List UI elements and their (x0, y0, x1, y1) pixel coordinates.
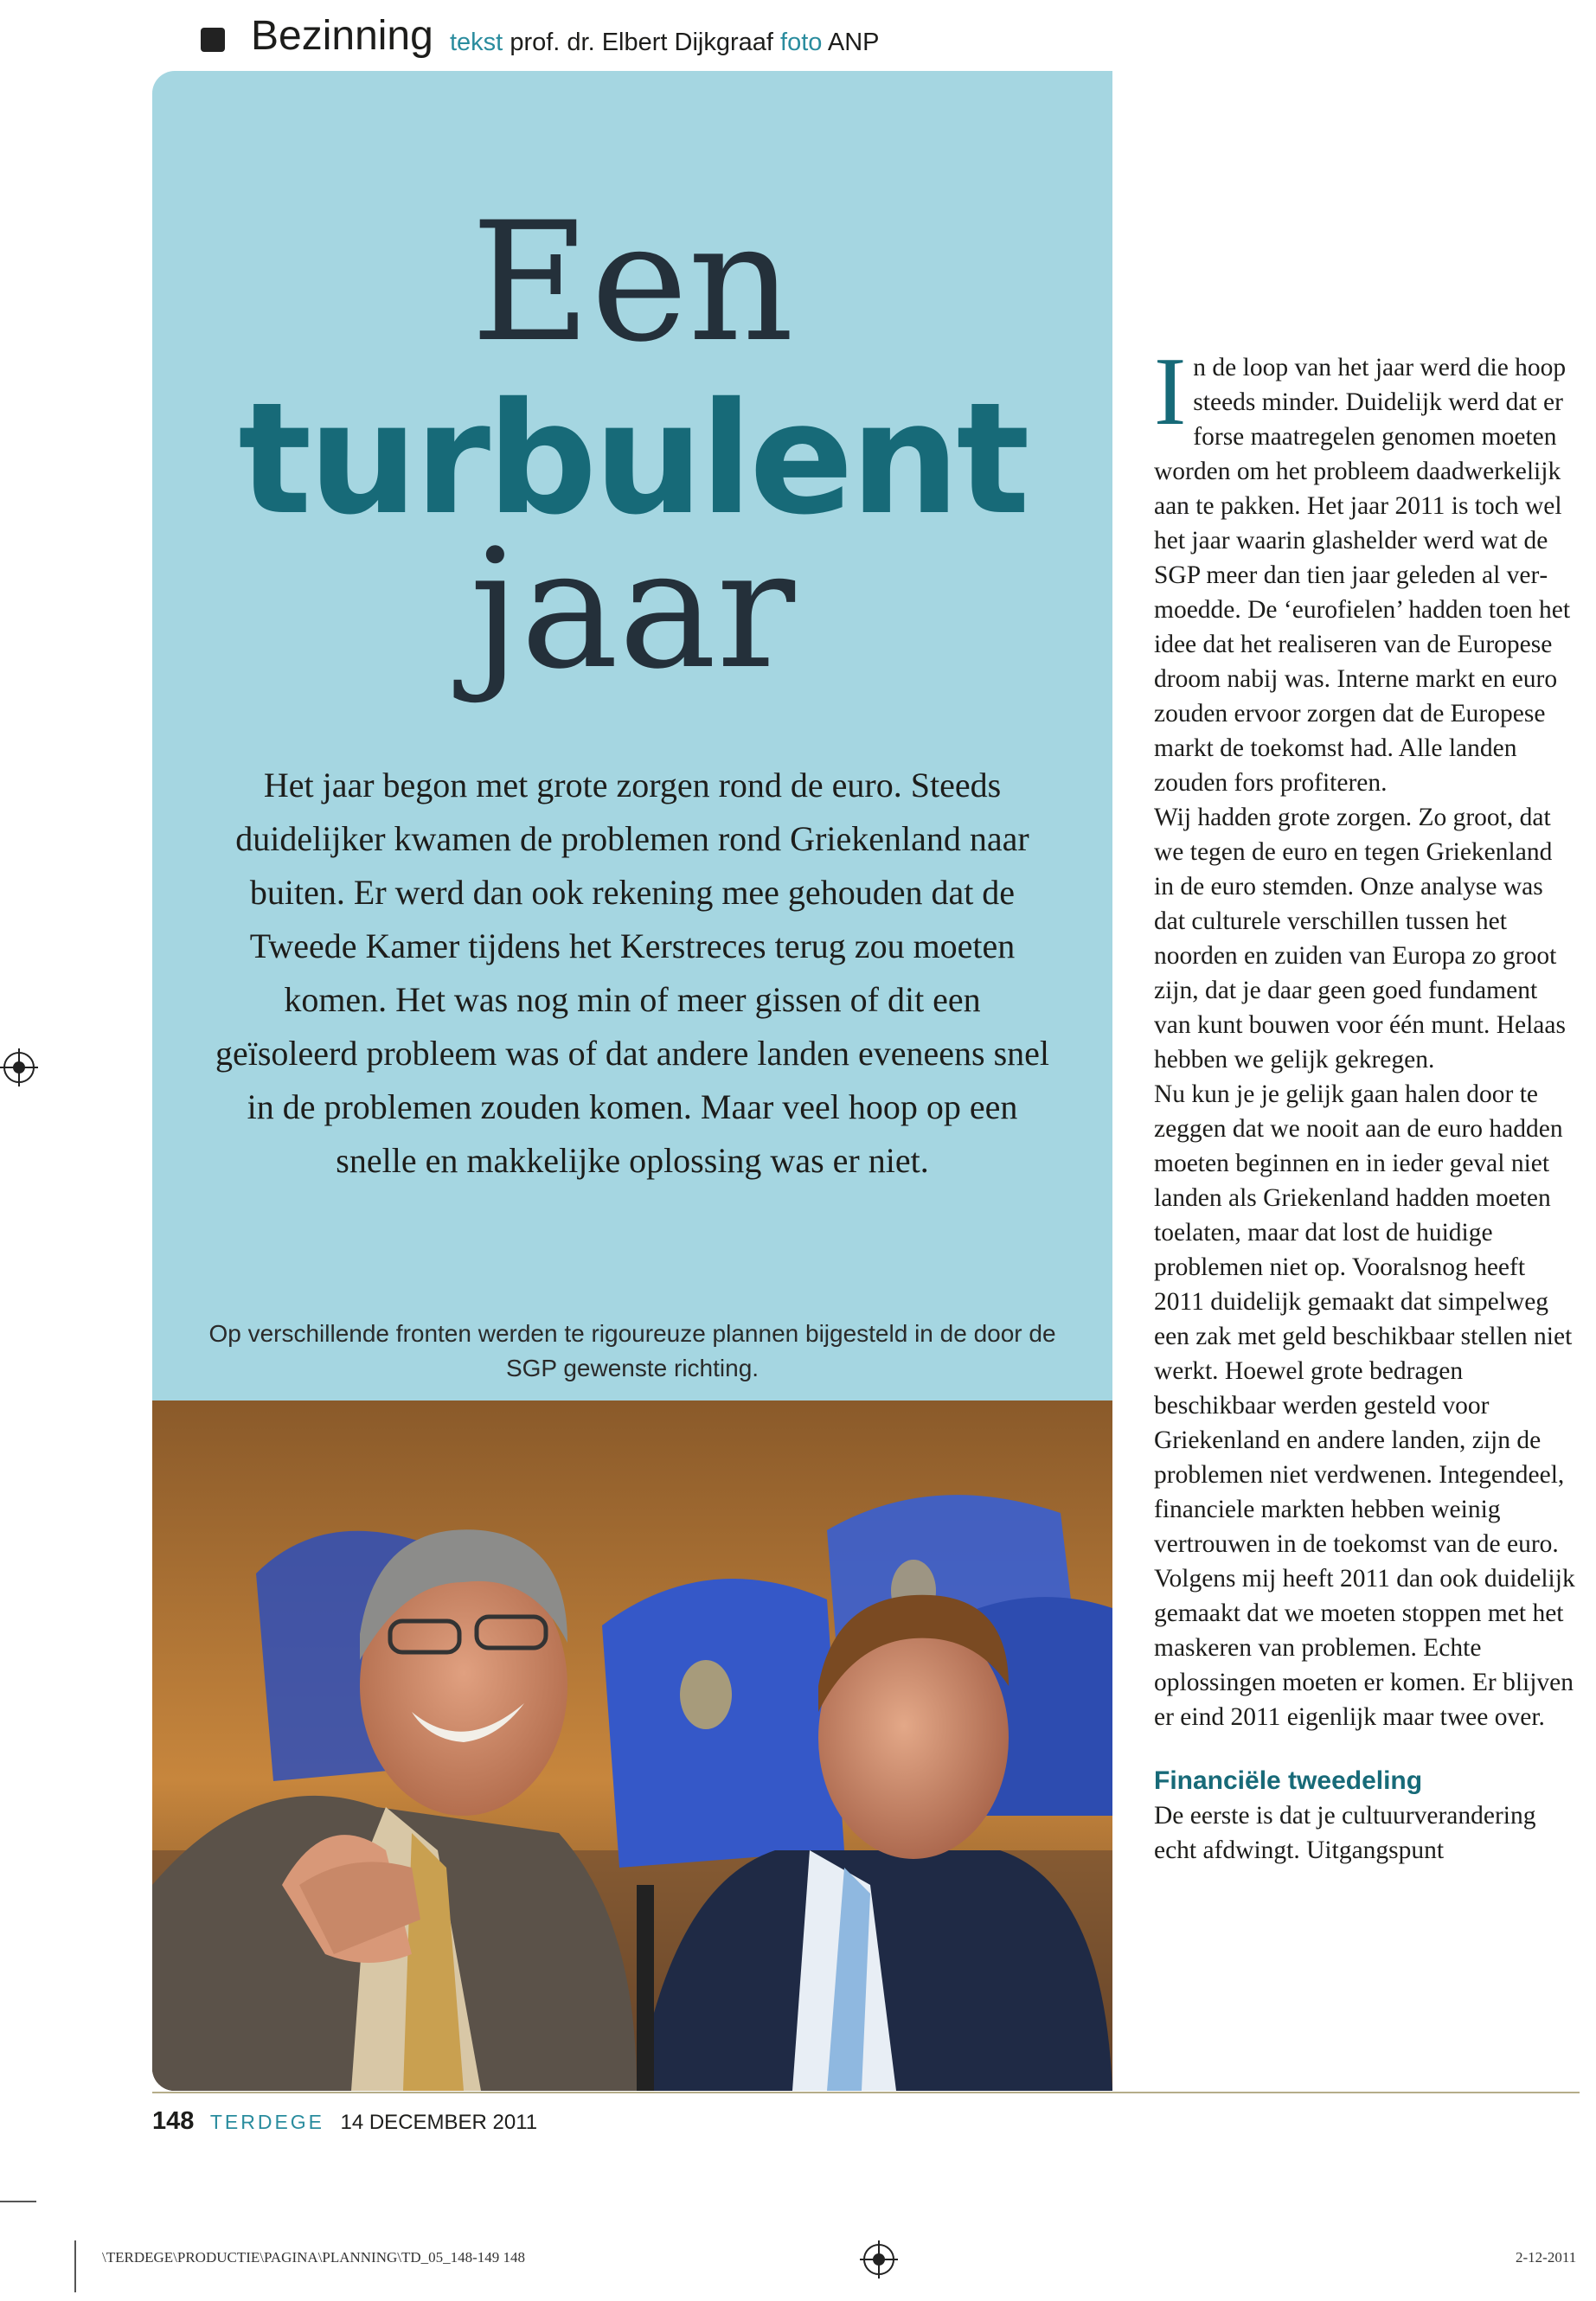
lead-paragraph: Het jaar begon met grote zorgen rond de euro. Steeds duidelijker kwamen de problemen rond Griekenland naar buiten. Er werd dan ook rekening mee gehouden dat de Tweede Kamer tijdens het Kerstreces terug zou moeten komen. Het was nog min of meer gissen of dit een geïsoleerd probleem was of dat andere landen eveneens snel in de problemen zouden komen. Maar veel hoop op een snelle en makkelijke oplossing was er niet. (215, 766, 1050, 1180)
footer-rule (152, 2092, 1580, 2093)
print-slug-path: \TERDEGE\PRODUCTIE\PAGINA\PLANNING\TD_05_148-149 148 (102, 2249, 526, 2266)
registration-mark-icon (3, 1052, 35, 1083)
magazine-name: TERDEGE (209, 2111, 325, 2133)
crop-mark (74, 2240, 76, 2292)
intro-panel (152, 71, 1112, 2091)
headline-line-2: turbulent (238, 369, 1027, 548)
article-body (1154, 338, 1576, 1868)
byline-photo-credit: ANP (827, 29, 880, 56)
section-label: Bezinning (251, 13, 433, 59)
byline-text-label: tekst (450, 29, 503, 56)
byline-author: prof. dr. Elbert Dijkgraaf (510, 29, 773, 56)
photo-caption: Op verschillende fronten werden te rigoureuze plannen bijgesteld in de door de SGP gewenste richting. (208, 1320, 1056, 1381)
page-number: 148 (152, 2107, 195, 2135)
body-paragraph-3: Nu kun je je gelijk gaan halen door te zeggen dat we nooit aan de euro hadden moeten beginnen en in ieder geval niet landen als Griekenland hadden moeten toelaten, maar dat lost de huidige problemen niet op. Vooralsnog heeft 2011 duidelijk gemaakt dat simpelweg een zak met geld beschikbaar stellen niet werkt. Hoewel grote bedragen beschikbaar werden gesteld voor Griekenland en andere landen, zijn de problemen niet verdwenen. Integendeel, financiele markten hebben weinig vertrouwen in de toekomst van de euro. Volgens mij heeft 2011 dan ook duidelijk gemaakt dat we moeten stoppen met het maskeren van problemen. Echte oplossingen moeten er komen. Er blijven er eind 2011 eigenlijk maar twee over. (1154, 1080, 1575, 1731)
section-marker-icon (201, 28, 225, 52)
body-paragraph-1-text: n de loop van het jaar werd die hoop steeds minder. Duidelijk werd dat er forse maatregelen genomen moeten worden om het probleem daadwerkelijk aan te pakken. Het jaar 2011 is toch wel het jaar waarin glashelder werd wat de SGP meer dan tien jaar geleden al vermoedde. De ‘eurofielen’ hadden toen het idee dat het realiseren van de Europese droom nabij was. Interne markt en euro zouden ervoor zorgen dat de Europese markt de toekomst had. Alle landen zouden fors profiteren. (1154, 354, 1571, 797)
crop-mark (0, 2201, 36, 2202)
body-paragraph-4: De eerste is dat je cultuurverandering echt afdwingt. Uitgangspunt (1154, 1802, 1536, 1864)
issue-date: 14 DECEMBER 2011 (340, 2111, 538, 2134)
body-paragraph-1 (1154, 338, 1576, 800)
byline (450, 29, 880, 57)
registration-mark-icon (863, 2244, 894, 2275)
headline-line-1: Een (471, 187, 794, 378)
print-slug-date: 2-12-2011 (1516, 2249, 1577, 2266)
photo-illustration (152, 1400, 1112, 2091)
byline-photo-label: foto (780, 29, 823, 56)
article-photo (152, 1400, 1112, 2091)
headline-line-3: jaar (469, 514, 796, 705)
subheading: Financiële tweedeling (1154, 1766, 1423, 1795)
page-footer (152, 2107, 537, 2136)
dropcap: I (1154, 338, 1187, 445)
body-paragraph-2: Wij hadden grote zorgen. Zo groot, dat we tegen de euro en tegen Griekenland in de euro stemden. Onze analyse was dat culturele verschillen tussen het noorden en zuiden van Europa zo groot zijn, dat je daar geen goed fundament van kunt bouwen voor één munt. Helaas hebben we gelijk gekregen. (1154, 804, 1566, 1074)
